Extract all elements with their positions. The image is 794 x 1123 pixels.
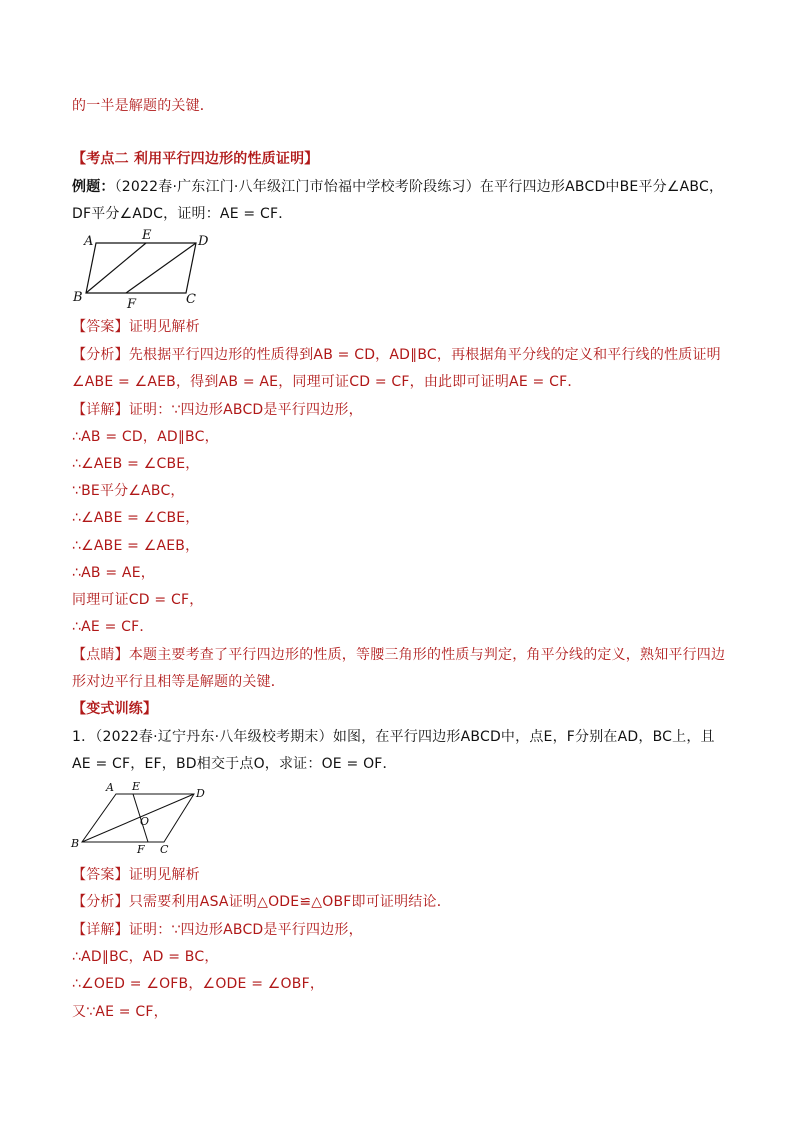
detail-line — [72, 920, 732, 940]
point-text-2: 形对边平行且相等是解题的关键． — [72, 674, 285, 690]
answer-line — [72, 865, 732, 885]
variant-title — [72, 699, 732, 719]
parallelogram-figure-2 — [70, 780, 210, 858]
question-text: 1．（2022春·辽宁丹东·八年级校考期末）如图，在平行四边形ABCD中，点E，F分别在AD，BC上，且 — [72, 729, 715, 745]
detail-text: 证明：∵四边形ABCD是平行四边形， — [128, 922, 363, 938]
proof-step — [72, 974, 732, 994]
answer-label: 【答案】 — [72, 319, 129, 335]
question-line-2 — [72, 754, 732, 774]
proof-step — [72, 617, 732, 637]
proof-step-text: ∴∠ABE = ∠AEB， — [72, 538, 200, 554]
detail-line — [72, 400, 732, 420]
example-label: 例题： — [72, 179, 115, 195]
label-B: B — [73, 290, 83, 305]
detail-label: 【详解】 — [72, 922, 129, 938]
label-D: D — [196, 787, 205, 800]
proof-step-text: ∴AB = CD，AD∥BC， — [72, 429, 219, 445]
proof-step-text: ∴∠AEB = ∠CBE， — [72, 456, 200, 472]
point-label: 【点睛】 — [72, 647, 129, 663]
point-text: 本题主要考查了平行四边形的性质，等腰三角形的性质与判定，角平分线的定义，熟知平行四边 — [128, 647, 726, 663]
proof-step — [72, 947, 732, 967]
proof-step — [72, 590, 732, 610]
label-F: F — [137, 843, 145, 856]
proof-step — [72, 508, 732, 528]
label-A: A — [84, 234, 94, 249]
proof-step-text: ∵BE平分∠ABC， — [72, 483, 185, 499]
proof-step — [72, 454, 732, 474]
proof-step — [72, 536, 732, 556]
example-text-2: DF平分∠ADC，证明：AE = CF． — [72, 206, 293, 222]
analysis-text: 只需要利用ASA证明△ODE≌△OBF即可证明结论． — [128, 894, 451, 910]
label-C: C — [160, 843, 169, 856]
proof-step — [72, 427, 732, 447]
analysis-text-2: ∠ABE = ∠AEB，得到AB = AE，同理可证CD = CF，由此即可证明AE = CF． — [72, 374, 582, 390]
question-text-2: AE = CF，EF，BD相交于点O，求证：OE = OF． — [72, 756, 397, 772]
answer-label: 【答案】 — [72, 867, 129, 883]
analysis-line — [72, 345, 732, 365]
question-line — [72, 727, 732, 747]
example-line — [72, 177, 732, 197]
proof-step — [72, 481, 732, 501]
label-A: A — [106, 781, 114, 794]
proof-step-text: ∴AE = CF． — [72, 619, 154, 635]
point-line — [72, 645, 732, 665]
text-span: 的一半是解题的关键． — [72, 98, 214, 114]
section-title-text: 【考点二 利用平行四边形的性质证明】 — [72, 151, 319, 167]
answer-text: 证明见解析 — [128, 867, 200, 883]
text-line — [72, 96, 732, 116]
variant-title-text: 【变式训练】 — [72, 701, 158, 717]
label-C: C — [186, 292, 196, 307]
label-F: F — [127, 297, 137, 311]
label-E: E — [142, 229, 152, 243]
analysis-label: 【分析】 — [72, 894, 129, 910]
label-D: D — [198, 234, 209, 249]
point-line-2 — [72, 672, 732, 692]
label-E: E — [132, 780, 141, 793]
section-title — [72, 149, 732, 169]
answer-line — [72, 317, 732, 337]
example-text: （2022春·广东江门·八年级江门市怡福中学校考阶段练习）在平行四边形ABCD中BE平分∠ABC， — [114, 179, 724, 195]
label-B: B — [71, 837, 80, 850]
analysis-label: 【分析】 — [72, 347, 129, 363]
label-O: O — [140, 815, 150, 828]
proof-step — [72, 563, 732, 583]
analysis-text: 先根据平行四边形的性质得到AB = CD，AD∥BC，再根据角平分线的定义和平行线的性质证明 — [128, 347, 721, 363]
parallelogram-figure-1 — [70, 229, 220, 311]
detail-text: 证明：∵四边形ABCD是平行四边形， — [128, 402, 363, 418]
analysis-line-2 — [72, 372, 732, 392]
proof-step-text: 同理可证CD = CF， — [72, 592, 204, 608]
proof-step-text: ∴∠OED = ∠OFB，∠ODE = ∠OBF， — [72, 976, 325, 992]
parallelogram-outline — [86, 243, 196, 293]
analysis-line — [72, 892, 732, 912]
detail-label: 【详解】 — [72, 402, 129, 418]
proof-step-text: ∴AD∥BC，AD = BC， — [72, 949, 219, 965]
example-line-2 — [72, 204, 732, 224]
proof-step-text: ∴∠ABE = ∠CBE， — [72, 510, 200, 526]
proof-step-text: 又∵AE = CF， — [72, 1004, 168, 1020]
proof-step-text: ∴AB = AE， — [72, 565, 155, 581]
answer-text: 证明见解析 — [128, 319, 200, 335]
proof-step — [72, 1002, 732, 1022]
